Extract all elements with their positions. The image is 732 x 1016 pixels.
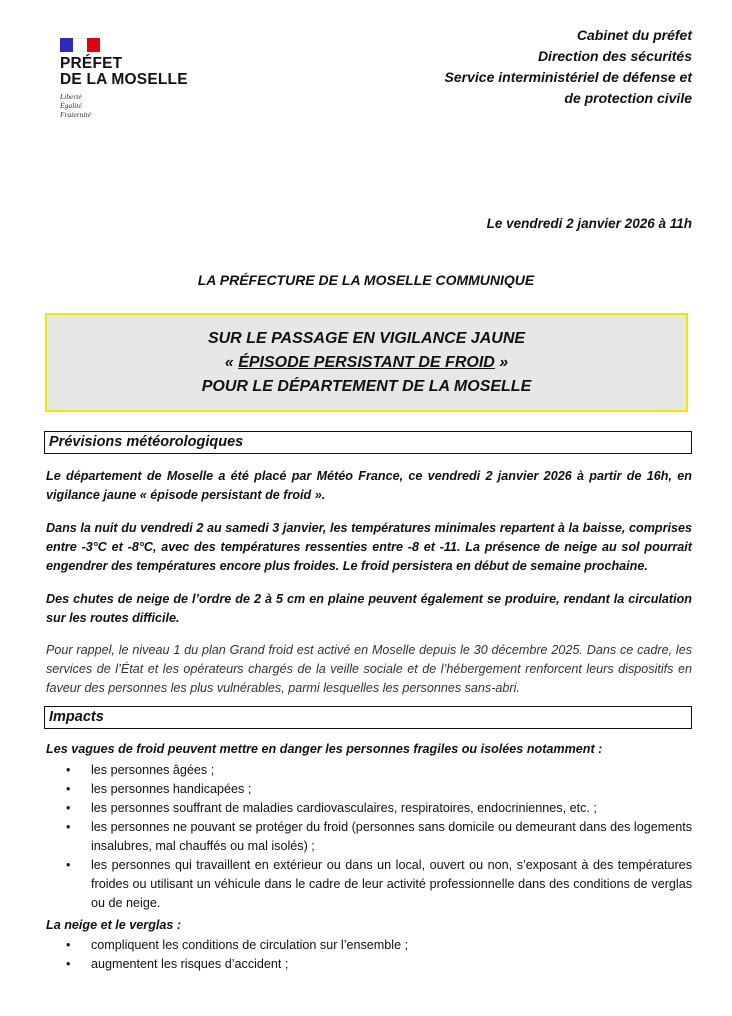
list-item-text: les personnes qui travaillent en extérieur ou dans un local, ouvert ou non, s’exposant à des températures froides ou utilisant un véhicule dans le cadre de leur activité professionnelle dans des conditions de verglas ou de neige. [91,858,692,910]
bullet-icon: • [66,820,71,834]
list-item [66,799,692,818]
issuing-service-line: Service interministériel de défense et [444,69,692,85]
previsions-paragraph-1: Le département de Moselle a été placé par Météo France, ce vendredi 2 janvier 2026 à partir de 16h, en vigilance jaune « épisode persistant de froid ». [46,469,692,502]
section-heading-impacts: Impacts [44,706,692,729]
issuing-service [445,25,692,109]
list-item-text: les personnes handicapées ; [91,782,252,796]
bullet-icon: • [66,801,71,815]
list-item-text: les personnes âgées ; [91,763,215,777]
alert-line-2 [225,351,508,375]
prefecture-logo [60,38,188,119]
list-item-text: augmentent les risques d’accident ; [91,957,289,971]
motto-liberte: Liberté [60,92,82,101]
alert-episode-name: ÉPISODE PERSISTANT DE FROID [238,353,495,371]
list-item [66,818,692,856]
motto-egalite: Égalité [60,101,82,110]
bullet-icon: • [66,957,71,971]
issuing-service-line: de protection civile [564,90,692,106]
logo-title-line1: PRÉFET [60,55,123,72]
list-item [66,955,692,974]
previsions-paragraph-2: Dans la nuit du vendredi 2 au samedi 3 janvier, les températures minimales repartent à la baisse, comprises entre -3°C et -8°C, avec des températures ressenties entre -8 et -11. La présence de neige au sol pourrait engendrer des températures encore plus froides. Le froid persistera en début de semaine prochaine. [46,521,692,573]
section-heading-previsions: Prévisions météorologiques [44,431,692,454]
cold-risk-intro: Les vagues de froid peuvent mettre en danger les personnes fragiles ou isolées notamment : [46,742,603,756]
republic-motto [60,92,188,119]
alert-line-1: SUR LE PASSAGE EN VIGILANCE JAUNE [207,329,526,347]
list-item-text: les personnes souffrant de maladies cardiovasculaires, respiratoires, endocriniennes, etc. ; [91,801,597,815]
list-item [66,856,692,913]
list-item [66,761,692,780]
list-item-text: compliquent les conditions de circulation sur l’ensemble ; [91,938,409,952]
logo-title-line2: DE LA MOSELLE [60,71,188,88]
alert-quote-open: « [224,353,239,371]
publication-date: Le vendredi 2 janvier 2026 à 11h [486,216,692,231]
list-item-text: les personnes ne pouvant se protéger du froid (personnes sans domicile ou demeurant dans des logements insalubres, mal chauffés ou mal isolés) ; [91,820,692,853]
vulnerable-people-list [66,761,692,913]
list-item [66,780,692,799]
plan-grand-froid-paragraph: Pour rappel, le niveau 1 du plan Grand froid est activé en Moselle depuis le 30 décembre 2025. Dans ce cadre, les services de l’État et les opérateurs chargés de la veille sociale et de l’hébergement renforcent leurs dispositifs en faveur des personnes les plus vulnérables, parmi lesquelles les personnes sans-abri. [46,643,692,695]
motto-fraternite: Fraternité [60,110,91,119]
alert-line-3: POUR LE DÉPARTEMENT DE LA MOSELLE [201,377,532,395]
marianne-flag-icon [60,38,100,52]
list-item [66,936,692,955]
bullet-icon: • [66,763,71,777]
issuing-service-line: Direction des sécurités [537,48,692,64]
vigilance-alert-box [45,313,688,412]
bullet-icon: • [66,938,71,952]
bullet-icon: • [66,782,71,796]
alert-quote-close: » [494,353,509,371]
snow-ice-intro: La neige et le verglas : [46,918,182,932]
snow-ice-effects-list [66,936,692,974]
issuing-service-line: Cabinet du préfet [576,27,692,43]
previsions-paragraph-3: Des chutes de neige de l’ordre de 2 à 5 cm en plaine peuvent également se produire, rendant la circulation sur les routes difficile. [46,592,692,625]
logo-title [60,56,188,88]
bullet-icon: • [66,858,71,872]
communique-title: LA PRÉFECTURE DE LA MOSELLE COMMUNIQUE [197,272,535,288]
